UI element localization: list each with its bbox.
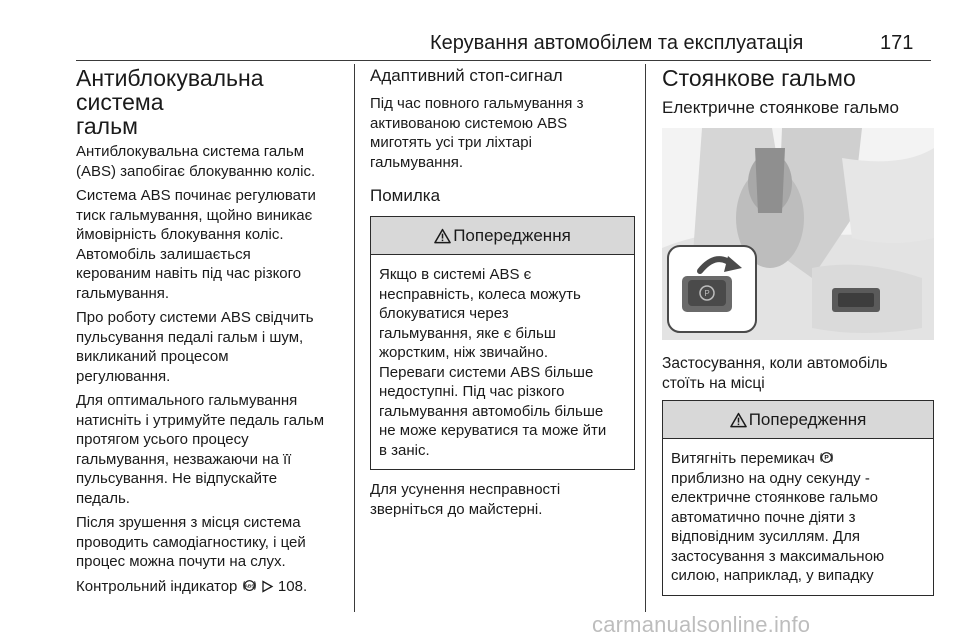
abs-warning-icon: [242, 578, 257, 593]
warning-triangle-icon: [434, 228, 451, 244]
warning-triangle-icon: [730, 412, 747, 428]
indicator-page-link[interactable]: 108.: [277, 577, 308, 595]
column-abs: [76, 66, 348, 601]
column-parking-brake: [662, 66, 934, 606]
svg-text:P: P: [824, 454, 829, 462]
subheading-apply-when-stationary: Застосування, коли автомобіль стоїть на місці: [662, 355, 888, 392]
parking-brake-icon: [819, 450, 834, 465]
warning-box: [370, 216, 635, 470]
warning-text: Витягніть перемикач P приблизно на одну секунду - електричне стоянкове гальмо автоматично почне діяти з відповідним зусиллям. Для застосування з максимальною силою, наприклад, у випадку: [671, 450, 885, 584]
running-title: Керування автомобілем та експлуатація: [430, 32, 804, 54]
warning-text: Якщо в системі ABS є несправність, колеса можуть блокуватися через гальмування, яке є більш жорстким, ніж звичайно. Переваги системи ABS більше недоступні. Під час різкого гальмування автомобіль більше не може керуватися та може йти в заніс.: [379, 266, 607, 459]
page-number: 171: [880, 32, 914, 54]
paragraph: Про роботу системи ABS свідчить пульсування педалі гальм і шум, викликаний процесом регулювання.: [76, 309, 314, 385]
column-divider: [645, 64, 646, 612]
column-adaptive: [370, 66, 635, 524]
watermark: carmanualsonline.info: [592, 612, 811, 637]
paragraph: Для усунення несправності зверніться до майстерні.: [370, 481, 561, 518]
indicator-reference: Контрольний індикатор ABS 108.: [76, 577, 308, 595]
paragraph: Система ABS починає регулювати тиск гальмування, щойно виникає ймовірність блокування коліс. Автомобіль залишається керованим навіть під час різкого гальмування.: [76, 187, 316, 302]
column-divider: [354, 64, 355, 612]
paragraph: Для оптимального гальмування натисніть і утримуйте педаль гальм протягом усього процесу гальмування, незважаючи на її пульсування. Не відпускайте педаль.: [76, 392, 325, 507]
svg-text:ABS: ABS: [244, 582, 255, 588]
page-reference-arrow-icon: [261, 580, 274, 593]
warning-header: [663, 401, 933, 439]
subheading-adaptive-brake-light: Адаптивний стоп-сигнал: [370, 66, 563, 85]
subheading-electric-parking-brake: Електричне стоянкове гальмо: [662, 98, 899, 117]
header-rule: [76, 60, 931, 61]
warning-title: Попередження: [453, 225, 571, 245]
section-title-parking-brake: Стоянкове гальмо: [662, 65, 856, 91]
subheading-fault: Помилка: [370, 186, 441, 205]
warning-box: [662, 400, 934, 596]
paragraph: Після зрушення з місця система проводить самодіагностику, і цей процес можна почути на слух.: [76, 514, 306, 570]
parking-brake-illustration: [662, 128, 934, 340]
svg-text:P: P: [704, 289, 710, 298]
section-title-abs: Антиблокувальна система гальм: [76, 65, 264, 139]
paragraph: Під час повного гальмування з активованою системою ABS миготять усі три ліхтарі гальмування.: [370, 95, 584, 171]
paragraph: Антиблокувальна система гальм (ABS) запобігає блокуванню коліс.: [76, 143, 316, 180]
warning-header: [371, 217, 634, 255]
electric-parking-brake-switch-illustration: [662, 128, 934, 340]
warning-title: Попередження: [748, 409, 867, 429]
